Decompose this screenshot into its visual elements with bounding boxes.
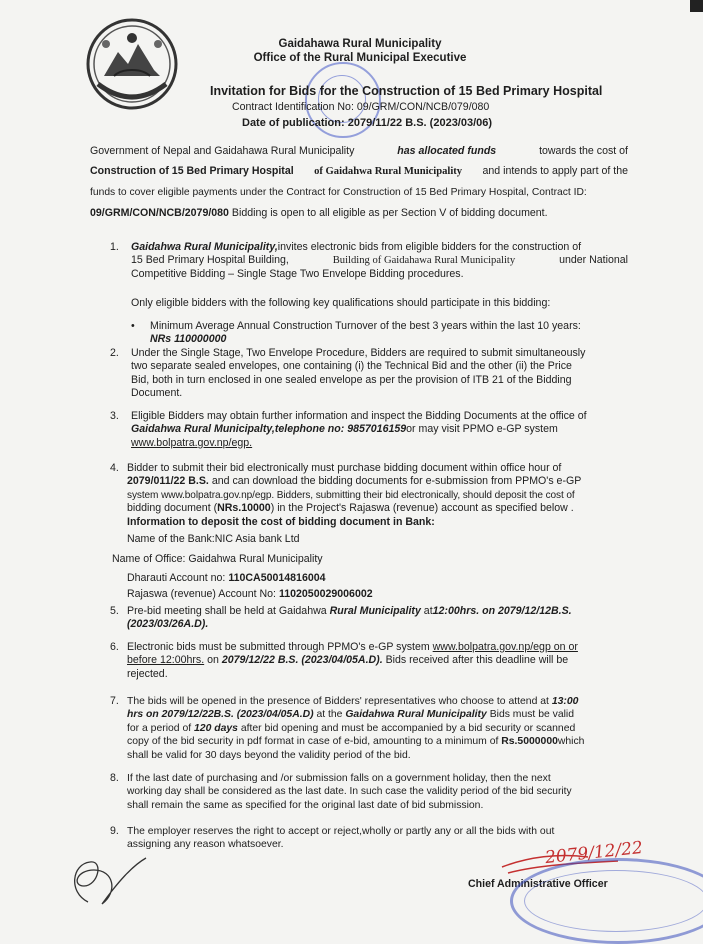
item-text: Rural Municipality <box>329 605 421 617</box>
office-name: Office of the Rural Municipal Executive <box>253 52 467 64</box>
item-text: after bid opening and must be accompanied by a bid security or scanned <box>240 722 576 734</box>
item-number: 5. <box>110 605 119 617</box>
item-text: on <box>207 654 219 667</box>
handwritten-date: 2079/12/22 <box>544 837 644 869</box>
intro-text: Government of Nepal and Gaidahawa Rural Municipality <box>90 145 355 157</box>
item-text: Gaidahwa Rural Municipality, <box>131 241 278 253</box>
item-text: or may visit PPMO e-GP system <box>406 423 558 436</box>
nepal-emblem-icon <box>84 14 180 112</box>
item-text: at <box>423 605 433 617</box>
item-text: and can download the bidding documents for e-submission from PPMO's e-GP <box>211 475 582 488</box>
item-text: rejected. <box>127 667 168 680</box>
municipality-name: Gaidahawa Rural Municipality <box>278 38 442 50</box>
item-text: Bids must be valid <box>489 709 575 721</box>
item-text: system www.bolpatra.gov.np/egp. Bidders, submitting their bid electronically, should deposit the cost of <box>127 489 575 501</box>
item-text: ) in the Project's Rajaswa (revenue) account as specified below . <box>270 502 574 515</box>
deadline-date: 2079/12/22 B.S. (2023/04/05A.D). <box>221 654 383 667</box>
account-number: 1102050029006002 <box>278 588 373 600</box>
notice-title: Invitation for Bids for the Construction of 15 Bed Primary Hospital <box>210 84 603 98</box>
item-number: 7. <box>110 695 119 707</box>
bid-security-amount: Rs.5000000 <box>501 736 558 748</box>
turnover-amount: NRs 110000000 <box>150 333 227 345</box>
signature-scribble-icon <box>58 852 148 908</box>
item-text: working day shall be considered as the last date. In such case the validity period of the bid security <box>127 786 572 798</box>
intro-text: and intends to apply part of the <box>482 165 628 177</box>
validity-days: 120 days <box>194 722 238 734</box>
item-6-text <box>127 641 628 681</box>
item-5-text <box>127 605 628 632</box>
prebid-date-ad: (2023/03/26A.D). <box>127 618 209 631</box>
qualification-intro: Only eligible bidders with the following key qualifications should participate in this bidding: <box>131 297 551 309</box>
item-text: Document. <box>131 387 183 400</box>
account-label: Rajaswa (revenue) Account No: <box>127 588 276 600</box>
qualification-item: Minimum Average Annual Construction Turnover of the best 3 years within the last 10 years: <box>150 320 581 332</box>
item-text: Bids received after this deadline will be <box>385 654 569 667</box>
intro-line-1 <box>90 145 628 158</box>
item-number: 9. <box>110 825 119 837</box>
item-text: copy of the bid security in pdf format in case of e-bid, amounting to a minimum of <box>127 736 499 748</box>
item-text: Electronic bids must be submitted through PPMO's e-GP system <box>127 641 430 653</box>
opening-time: 13:00 <box>551 696 579 707</box>
item-text: Bid, both in turn enclosed in one sealed envelope as per the provision of ITB 21 of the Bidding <box>131 373 572 386</box>
dharauti-account <box>127 572 326 585</box>
intro-emphasis: has allocated funds <box>397 145 497 157</box>
item-text: Gaidahwa Rural Municipality <box>345 709 487 721</box>
rajaswa-account <box>127 588 373 601</box>
item-text: which <box>557 736 585 748</box>
item-text: The employer reserves the right to accept or reject,wholly or partly any or all the bids with out <box>127 826 555 837</box>
item-number: 4. <box>110 462 119 474</box>
office-phone: Gaidahwa Rural Municipalty,telephone no: 9857016159 <box>131 423 407 436</box>
intro-text: towards the cost of <box>539 145 628 157</box>
prebid-date: 12:00hrs. on 2079/12/12B.S. <box>432 605 572 617</box>
egp-link[interactable]: www.bolpatra.gov.np/egp on or <box>432 641 578 653</box>
item-text: for a period of <box>127 722 192 734</box>
intro-line-3: funds to cover eligible payments under the Contract for Construction of 15 Bed Primary Hospital, Contract ID: <box>90 187 587 198</box>
item-number: 2. <box>110 347 119 359</box>
item-text: assigning any reason whatsoever. <box>127 839 284 851</box>
item-text: Under the Single Stage, Two Envelope Procedure, Bidders are required to submit simultaneously <box>131 347 586 359</box>
opening-date: hrs on 2079/12/22B.S. (2023/04/05A.D) <box>127 709 314 721</box>
bank-name: Name of the Bank:NIC Asia bank Ltd <box>127 533 300 545</box>
item-text: bidding document ( <box>127 502 218 515</box>
account-label: Dharauti Account no: <box>127 572 226 584</box>
item-1-text <box>131 241 628 281</box>
intro-text: Bidding is open to all eligible as per Section V of bidding document. <box>231 207 548 219</box>
officer-stamp-inner-ring <box>524 870 703 932</box>
intro-line-2 <box>90 165 628 178</box>
intro-line-4 <box>90 207 548 220</box>
egp-link[interactable]: www.bolpatra.gov.np/egp. <box>131 436 253 449</box>
item-text: shall remain the same as specified for the original last date of bid submission. <box>127 799 484 811</box>
item-text: shall be valid for 30 days beyond the validity period of the bid. <box>127 749 411 761</box>
item-text: at the <box>316 709 343 721</box>
item-text: Eligible Bidders may obtain further information and inspect the Bidding Documents at the office of <box>131 410 587 422</box>
item-7-text <box>127 695 628 762</box>
item-text: under National <box>559 254 628 267</box>
item-text: Competitive Bidding – Single Stage Two Envelope Bidding procedures. <box>131 267 464 280</box>
contract-id: Contract Identification No: 09/GRM/CON/NCB/079/080 <box>232 101 490 113</box>
item-text: If the last date of purchasing and /or submission falls on a government holiday, then the next <box>127 773 551 784</box>
item-number: 3. <box>110 410 119 422</box>
item-text: The bids will be opened in the presence of Bidders' representatives who choose to attend at <box>127 696 549 707</box>
scan-edge <box>690 0 703 12</box>
item-number: 6. <box>110 641 119 653</box>
signatory-title: Chief Administrative Officer <box>468 878 608 890</box>
office-stamp-inner-ring <box>318 75 366 123</box>
item-number: 8. <box>110 772 119 784</box>
contract-number: 09/GRM/CON/NCB/2079/080 <box>90 207 229 219</box>
intro-text: of Gaidahwa Rural Municipality <box>314 166 463 177</box>
office-account-name: Name of Office: Gaidahwa Rural Municipality <box>112 553 323 565</box>
item-text: 15 Bed Primary Hospital Building, <box>131 254 289 267</box>
item-number: 1. <box>110 241 119 253</box>
item-text: two separate sealed envelopes, one containing (i) the Technical Bid and the other (ii) the Price <box>131 360 572 373</box>
bank-info-heading: Information to deposit the cost of bidding document in Bank: <box>127 515 435 528</box>
item-4-text <box>127 462 628 529</box>
project-name: Construction of 15 Bed Primary Hospital <box>90 165 294 177</box>
item-2-text <box>131 347 628 401</box>
item-text: Bidder to submit their bid electronically must purchase bidding document within office hour of <box>127 462 562 474</box>
publication-date: Date of publication: 2079/11/22 B.S. (2023/03/06) <box>242 117 493 129</box>
item-text: invites electronic bids from eligible bidders for the construction of <box>277 241 582 253</box>
item-3-text <box>131 410 628 450</box>
item-text: Building of Gaidahawa Rural Municipality <box>332 255 516 267</box>
deadline-time: before 12:00hrs. <box>127 654 205 667</box>
document-fee: NRs.10000 <box>217 502 271 515</box>
bullet-icon: • <box>131 320 135 332</box>
item-text: Pre-bid meeting shall be held at Gaidahwa <box>127 605 327 617</box>
item-8-text <box>127 772 628 812</box>
purchase-date: 2079/011/22 B.S. <box>127 475 209 488</box>
account-number: 110CA50014816004 <box>228 572 326 584</box>
